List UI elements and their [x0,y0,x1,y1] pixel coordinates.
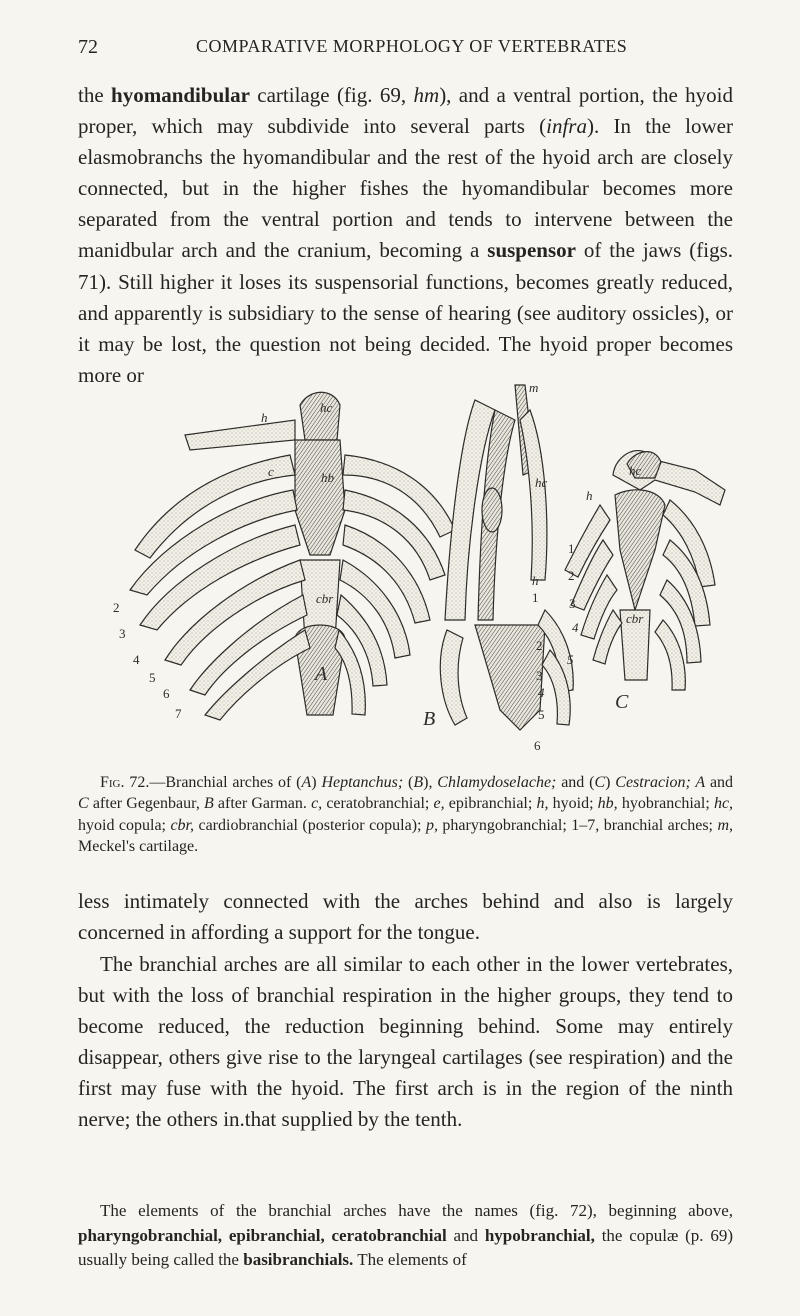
figure-branchial-arches [95,380,735,760]
label-hc: hc [535,475,548,490]
label-m: m [529,380,539,395]
running-title: COMPARATIVE MORPHOLOGY OF VERTEBRATES [196,36,628,56]
paragraph-hyomandibular: the hyomandibular cartilage (fig. 69, hm), and a ventral portion, the hyoid proper, which may subdivide into several parts (infra). In the lower elasmobranchs the hyomandibular and the rest of the hyoid arch are closely connected, but in the higher fishes the hyomandibular becomes more separated from the ventral portion and tends to intervene between the manidbular arch and the cranium, becoming a suspensor of the jaws (figs. 71). Still higher it loses its suspensorial functions, becomes greatly reduced, and apparently is subsidiary to the sense of hearing (see auditory ossicles), or it may be lost, the question not being decided. The hyoid proper becomes more or [78,83,734,387]
page-header [78,36,732,60]
label-arch-1: 1 [532,590,539,605]
label-arch-5: 5 [567,652,574,667]
label-arch-4: 4 [133,652,140,667]
label-arch-3: 3 [536,668,543,683]
panel-b-chlamydoselache [423,385,573,730]
label-hc: hc [320,400,333,415]
label-arch-7: 7 [175,706,182,721]
label-arch-6: 6 [534,738,541,753]
paragraph-hyoid-continued: less intimately connected with the arches behind and also is largely concerned in affording a support for the tongue. [78,889,733,945]
label-arch-4: 4 [538,685,545,700]
page-number: 72 [78,36,98,58]
label-arch-4: 4 [572,620,579,635]
paragraph-elements-names: The elements of the branchial arches have the names (fig. 72), beginning above, pharyngobranchial, epibranchial, ceratobranchial and hypobranchial, the copulæ (p. 69) usually being called the basibranchials. The elements of [78,1201,734,1269]
label-arch-5: 5 [149,670,156,685]
label-arch-2: 2 [113,600,120,615]
label-arch-3: 3 [569,596,576,611]
label-cbr: cbr [316,591,334,606]
figure-caption: Fig. 72.—Branchial arches of (A) Heptanchus; (B), Chlamydoselache; and (C) Cestracion; A and C after Gegenbaur, B after Garman. c, ceratobranchial; e, epibranchial; h, hyoid; hb, hyobranchial; hc, hyoid copula; cbr, cardiobranchial (posterior copula); p, pharyngobranchial; 1–7, branchial arches; m, Meckel's cartilage. [78,774,734,856]
label-cbr: cbr [626,611,644,626]
label-arch-3: 3 [119,626,126,641]
term-hyomandibular: hyomandibular [111,83,250,107]
label-h: h [532,573,539,588]
branchial-arches-illustration [95,380,735,760]
label-h: h [586,488,593,503]
panel-label-b: B [423,708,436,730]
term-suspensor: suspensor [487,238,576,263]
paragraph-branchial-arches: The branchial arches are all similar to each other in the lower vertebrates, but with the loss of branchial respiration in the higher groups, they tend to become reduced, the reduction beginning behind. Some may entirely disappear, others give rise to the laryngeal cartilages (see respiration) and the first may fuse with the hyoid. The first arch is in the region of the ninth nerve; the others in.that supplied by the tenth. [78,952,733,1132]
panel-a-heptanchus [130,392,455,720]
panel-label-a: A [315,663,328,685]
label-hb: hb [321,470,334,485]
label-arch-2: 2 [536,638,543,653]
label-arch-1: 1 [568,541,575,556]
panel-label-c: C [615,691,629,713]
label-hc: hc [629,463,642,478]
label-h: h [261,410,268,425]
label-arch-6: 6 [163,686,170,701]
label-arch-5: 5 [538,707,545,722]
label-c: c [268,464,274,479]
label-arch-2: 2 [568,568,575,583]
